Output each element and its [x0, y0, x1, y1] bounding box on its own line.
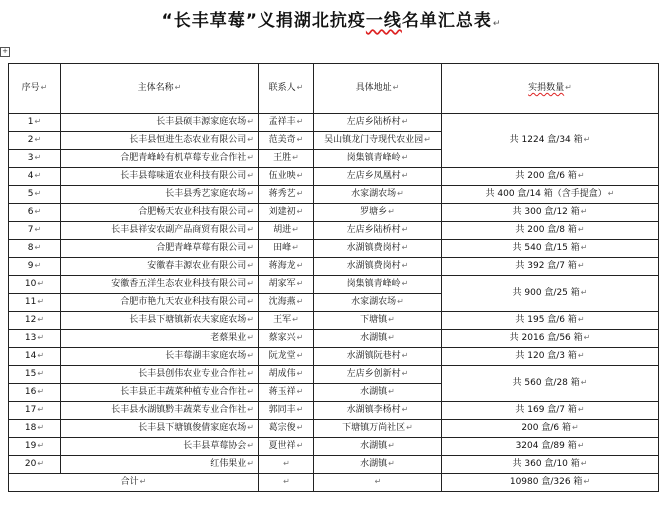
address-cell: 左店乡陆桥村	[346, 117, 401, 127]
name-cell: 长丰县硕丰源家庭农场	[156, 117, 247, 127]
amount-cell: 共 360 盒/10 箱	[512, 459, 580, 469]
contact-cell: 蒋秀艺	[268, 189, 296, 199]
header-cell: 序号↵	[9, 64, 61, 114]
name-cell: 长丰县下塘镇新农夫家庭农场	[129, 315, 247, 325]
address-cell: 水湖镇阮巷村	[346, 351, 401, 361]
name-cell: 长丰县下塘镇俊倩家庭农场	[138, 423, 247, 433]
name-cell: 长丰县创伟农业专业合作社	[138, 369, 247, 379]
amount-cell: 共 560 盒/28 箱	[512, 378, 580, 388]
address-cell: 左店乡陆桥村	[346, 225, 401, 235]
contact-cell: 王胜	[273, 153, 292, 163]
table-row: 19↵ 长丰县草莓协会↵ 夏世祥↵ 水湖镇↵ 3204 盒/89 箱↵	[9, 438, 659, 456]
seq-cell: 11	[24, 297, 37, 307]
name-cell: 合肥畅天农业科技有限公司	[138, 207, 247, 217]
table-row: 14↵ 长丰莓湖丰家庭农场↵ 阮龙堂↵ 水湖镇阮巷村↵ 共 120 盒/3 箱↵	[9, 348, 659, 366]
seq-cell: 20	[24, 459, 37, 469]
name-cell: 合肥青峰草莓有限公司	[156, 243, 247, 253]
name-cell: 合肥青峰岭有机草莓专业合作社	[120, 153, 247, 163]
address-cell: 水家湖农场	[351, 297, 397, 307]
paragraph-mark-icon: ↵	[492, 19, 502, 29]
table-row: 4↵ 长丰县莓味道农业科技有限公司↵ 伍业映↵ 左店乡凤凰村↵ 共 200 盒/6 箱↵	[9, 168, 659, 186]
amount-cell: 共 392 盒/7 箱	[515, 261, 577, 271]
seq-cell: 19	[24, 441, 37, 451]
seq-cell: 2	[27, 135, 34, 145]
seq-cell: 15	[24, 369, 37, 379]
address-cell: 水家湖农场	[351, 189, 397, 199]
address-cell: 水湖镇李杨村	[346, 405, 401, 415]
table-row: 18↵ 长丰县下塘镇俊倩家庭农场↵ 葛宗俊↵ 下塘镇万尚社区↵ 200 盒/6 箱↵	[9, 420, 659, 438]
table-row: 9↵ 安徽春丰源农业有限公司↵ 蒋海龙↵ 水湖镇费岗村↵ 共 392 盒/7 箱↵	[9, 258, 659, 276]
contact-cell: 蒋海龙	[268, 261, 296, 271]
name-cell: 安徽春丰源农业有限公司	[147, 261, 247, 271]
amount-cell: 共 2016 盒/56 箱	[509, 333, 583, 343]
paragraph-mark-icon: ↵	[374, 477, 382, 486]
table-move-handle-icon[interactable]: +	[0, 47, 10, 57]
table-row: 10↵ 安徽香五洋生态农业科技有限公司↵ 胡家军↵ 岗集镇青峰岭↵ 共 900 盒/25 箱↵	[9, 276, 659, 294]
contact-cell: 孟祥丰	[268, 117, 296, 127]
table-row: 8↵ 合肥青峰草莓有限公司↵ 田峰↵ 水湖镇费岗村↵ 共 540 盒/15 箱↵	[9, 240, 659, 258]
contact-cell: 胡成伟	[268, 369, 296, 379]
table-row: 2↵ 长丰县恒进生态农业有限公司↵ 范美奇↵ 吴山镇龙门寺现代农业园↵	[9, 132, 659, 150]
contact-cell: 沈海燕	[268, 297, 296, 307]
title-prefix: “长丰草莓”义捐湖北抗疫	[161, 11, 366, 31]
amount-cell: 200 盒/6 箱	[521, 423, 571, 433]
contact-cell: 蔡家兴	[268, 333, 296, 343]
seq-cell: 4	[27, 171, 34, 181]
address-cell: 水湖镇	[360, 441, 388, 451]
seq-cell: 12	[24, 315, 37, 325]
title-squiggle: 一线	[365, 11, 402, 31]
contact-cell: 田峰	[273, 243, 292, 253]
seq-cell: 18	[24, 423, 37, 433]
header-cell: 具体地址↵	[314, 64, 442, 114]
contact-cell: 胡家军	[268, 279, 296, 289]
table-row: 5↵ 长丰县秀艺家庭农场↵ 蒋秀艺↵ 水家湖农场↵ 共 400 盒/14 箱（含手提盒）↵	[9, 186, 659, 204]
amount-cell: 共 169 盒/7 箱	[515, 405, 577, 415]
contact-cell: 刘建初	[268, 207, 296, 217]
header-cell: 实捐数量↵	[442, 64, 659, 114]
name-cell: 长丰县秀艺家庭农场	[165, 189, 247, 199]
table-header-row	[9, 64, 659, 114]
contact-cell: 王军	[273, 315, 292, 325]
address-cell: 岗集镇青峰岭	[346, 279, 401, 289]
donation-table	[8, 63, 659, 492]
address-cell: 岗集镇青峰岭	[346, 153, 401, 163]
amount-cell: 共 120 盒/3 箱	[515, 351, 577, 361]
name-cell: 长丰县恒进生态农业有限公司	[129, 135, 247, 145]
contact-cell: 蒋玉祥	[268, 387, 296, 397]
amount-cell: 共 200 盒/8 箱	[515, 225, 577, 235]
name-cell: 安徽香五洋生态农业科技有限公司	[111, 279, 247, 289]
name-cell: 长丰县水湖镇黔丰蔬菜专业合作社	[111, 405, 247, 415]
seq-cell: 5	[27, 189, 34, 199]
table-row: 7↵ 长丰县祥安农副产品商贸有限公司↵ 胡进↵ 左店乡陆桥村↵ 共 200 盒/8 箱↵	[9, 222, 659, 240]
amount-cell: 共 400 盒/14 箱（含手提盒）	[485, 189, 607, 199]
address-cell: 左店乡凤凰村	[346, 171, 401, 181]
seq-cell: 13	[24, 333, 37, 343]
header-cell: 主体名称↵	[61, 64, 259, 114]
table-row: 15↵ 长丰县创伟农业专业合作社↵ 胡成伟↵ 左店乡创新村↵ 共 560 盒/28 箱↵	[9, 366, 659, 384]
table-row: 20↵ 红伟果业↵ ↵ 水湖镇↵ 共 360 盒/10 箱↵	[9, 456, 659, 474]
contact-cell: 夏世祥	[268, 441, 296, 451]
contact-cell: 范美奇	[268, 135, 296, 145]
address-cell: 罗塘乡	[360, 207, 388, 217]
table-row: 1↵ 长丰县硕丰源家庭农场↵ 孟祥丰↵ 左店乡陆桥村↵ 共 1224 盒/34 箱↵	[9, 114, 659, 132]
total-row: 合计↵ ↵ ↵ 10980 盒/326 箱↵	[9, 474, 659, 492]
amount-cell: 共 1224 盒/34 箱	[509, 135, 583, 145]
table-row: 3↵ 合肥青峰岭有机草莓专业合作社↵ 王胜↵ 岗集镇青峰岭↵	[9, 150, 659, 168]
seq-cell: 14	[24, 351, 37, 361]
seq-cell: 7	[27, 225, 34, 235]
amount-cell: 共 300 盒/12 箱	[512, 207, 580, 217]
table-row: 12↵ 长丰县下塘镇新农夫家庭农场↵ 王军↵ 下塘镇↵ 共 195 盒/6 箱↵	[9, 312, 659, 330]
name-cell: 老蔡果业	[210, 333, 247, 343]
seq-cell: 9	[27, 261, 34, 271]
amount-cell: 共 195 盒/6 箱	[515, 315, 577, 325]
contact-cell: 伍业映	[268, 171, 296, 181]
table-row: 6↵ 合肥畅天农业科技有限公司↵ 刘建初↵ 罗塘乡↵ 共 300 盒/12 箱↵	[9, 204, 659, 222]
address-cell: 下塘镇万尚社区	[342, 423, 406, 433]
table-row: 11↵ 合肥市艳九天农业科技有限公司↵ 沈海燕↵ 水家湖农场↵	[9, 294, 659, 312]
name-cell: 红伟果业	[210, 459, 247, 469]
name-cell: 长丰莓湖丰家庭农场	[165, 351, 247, 361]
address-cell: 水湖镇费岗村	[346, 243, 401, 253]
name-cell: 长丰县莓味道农业科技有限公司	[120, 171, 247, 181]
paragraph-mark-icon: ↵	[283, 477, 290, 486]
amount-cell: 3204 盒/89 箱	[515, 441, 577, 451]
seq-cell: 1	[27, 117, 34, 127]
contact-cell: 胡进	[273, 225, 292, 235]
header-cell: 联系人↵	[259, 64, 314, 114]
name-cell: 合肥市艳九天农业科技有限公司	[120, 297, 247, 307]
table-row: 13↵ 老蔡果业↵ 蔡家兴↵ 水湖镇↵ 共 2016 盒/56 箱↵	[9, 330, 659, 348]
contact-cell: 葛宗俊	[268, 423, 296, 433]
amount-cell: 共 200 盒/6 箱	[515, 171, 577, 181]
seq-cell: 16	[24, 387, 37, 397]
contact-cell: 阮龙堂	[268, 351, 296, 361]
name-cell: 长丰县草莓协会	[183, 441, 247, 451]
address-cell: 下塘镇	[360, 315, 388, 325]
address-cell: 水湖镇	[360, 387, 388, 397]
address-cell: 左店乡创新村	[346, 369, 401, 379]
total-label: 合计	[120, 477, 139, 487]
name-cell: 长丰县正丰蔬菜种植专业合作社	[120, 387, 247, 397]
seq-cell: 6	[27, 207, 34, 217]
amount-cell: 共 540 盒/15 箱	[512, 243, 580, 253]
address-cell: 吴山镇龙门寺现代农业园	[324, 135, 424, 145]
seq-cell: 8	[27, 243, 34, 253]
table-row: 17↵ 长丰县水湖镇黔丰蔬菜专业合作社↵ 郭同丰↵ 水湖镇李杨村↵ 共 169 盒/7 箱↵	[9, 402, 659, 420]
page-title	[0, 6, 663, 31]
address-cell: 水湖镇费岗村	[346, 261, 401, 271]
table-row: 16↵ 长丰县正丰蔬菜种植专业合作社↵ 蒋玉祥↵ 水湖镇↵	[9, 384, 659, 402]
total-amount: 10980 盒/326 箱	[509, 477, 583, 487]
contact-cell: 郭同丰	[268, 405, 296, 415]
seq-cell: 3	[27, 153, 34, 163]
title-suffix: 名单汇总表	[401, 11, 492, 31]
seq-cell: 10	[24, 279, 37, 289]
address-cell: 水湖镇	[360, 333, 388, 343]
address-cell: 水湖镇	[360, 459, 388, 469]
name-cell: 长丰县祥安农副产品商贸有限公司	[111, 225, 247, 235]
amount-cell: 共 900 盒/25 箱	[512, 288, 580, 298]
seq-cell: 17	[24, 405, 37, 415]
